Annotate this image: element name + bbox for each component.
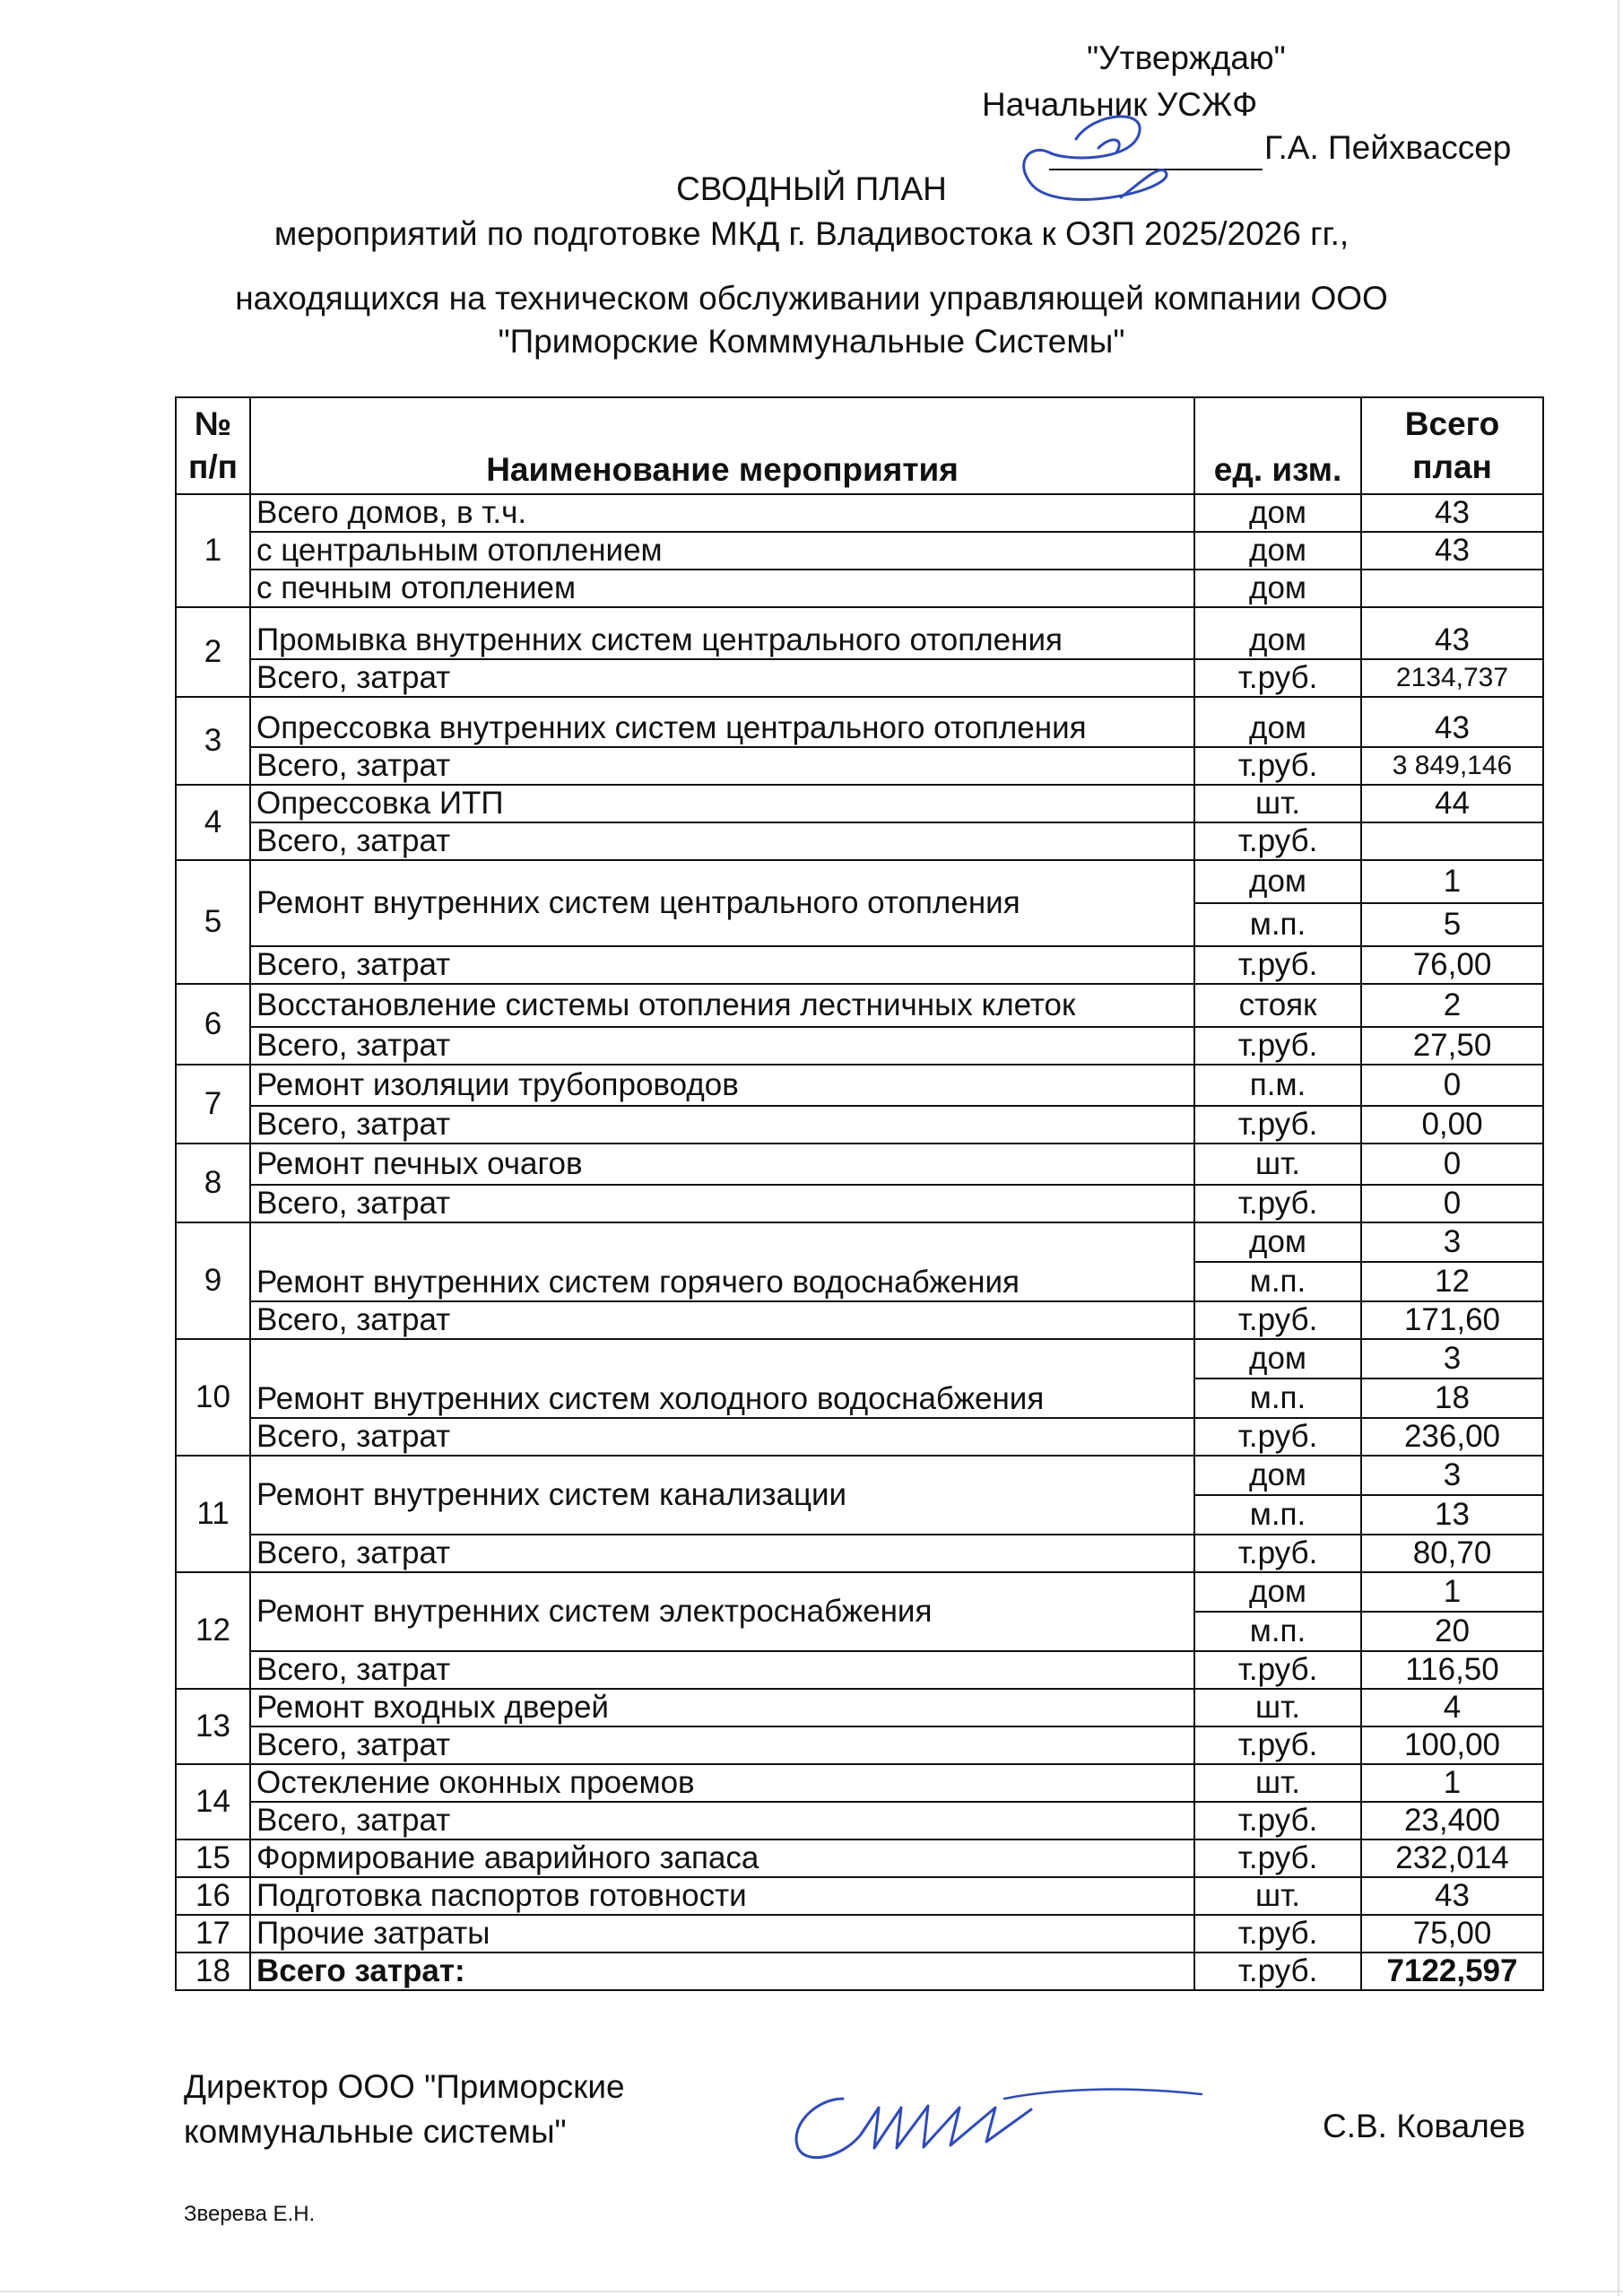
row-name: Формирование аварийного запаса — [250, 1839, 1194, 1877]
scan-edge-bottom — [0, 2291, 1623, 2292]
row-value: 2 — [1361, 984, 1543, 1027]
header-name: Наименование мероприятия — [250, 397, 1194, 494]
row-num: 13 — [176, 1689, 250, 1764]
header-value: Всего план — [1361, 397, 1543, 494]
row-name: Опрессовка ИТП — [250, 785, 1194, 822]
row-num: 3 — [176, 697, 250, 785]
row-name: Всего, затрат — [250, 1726, 1194, 1764]
row-unit: т.руб. — [1194, 1802, 1361, 1839]
table-row — [176, 1456, 1543, 1495]
table-row — [176, 1802, 1543, 1839]
row-unit: дом — [1194, 570, 1361, 607]
row-unit: дом — [1194, 1456, 1361, 1495]
row-value: 43 — [1361, 1877, 1543, 1915]
table-row — [176, 1915, 1543, 1952]
row-unit: дом — [1194, 532, 1361, 570]
row-name: Ремонт внутренних систем горячего водоснабжения — [250, 1222, 1194, 1301]
row-name: с центральным отоплением — [250, 532, 1194, 570]
row-value: 236,00 — [1361, 1418, 1543, 1456]
row-unit: шт. — [1194, 1764, 1361, 1802]
table-row — [176, 747, 1543, 785]
row-name: Ремонт внутренних систем центрального отопления — [250, 860, 1194, 946]
row-num: 7 — [176, 1065, 250, 1144]
table-row — [176, 697, 1543, 747]
row-value: 3 849,146 — [1361, 747, 1543, 785]
row-value: 43 — [1361, 607, 1543, 659]
row-unit: п.м. — [1194, 1065, 1361, 1106]
row-unit: дом — [1194, 1339, 1361, 1378]
row-name: Опрессовка внутренних систем центрального отопления — [250, 697, 1194, 747]
row-num: 16 — [176, 1877, 250, 1915]
row-value: 23,400 — [1361, 1802, 1543, 1839]
row-name: Всего затрат: — [250, 1952, 1194, 1990]
row-name: Ремонт изоляции трубопроводов — [250, 1065, 1194, 1106]
row-unit: шт. — [1194, 1144, 1361, 1185]
row-value: 80,70 — [1361, 1535, 1543, 1572]
row-name: Восстановление системы отопления лестничных клеток — [250, 984, 1194, 1027]
row-unit: дом — [1194, 1572, 1361, 1612]
director-title — [184, 2065, 625, 2154]
row-value: 18 — [1361, 1378, 1543, 1418]
row-unit: т.руб. — [1194, 659, 1361, 697]
row-unit: м.п. — [1194, 1378, 1361, 1418]
director-title-line-1: Директор ООО "Приморские — [184, 2068, 625, 2105]
row-name: Всего, затрат — [250, 1185, 1194, 1222]
row-unit: т.руб. — [1194, 1301, 1361, 1339]
row-value: 1 — [1361, 1764, 1543, 1802]
row-value — [1361, 570, 1543, 607]
row-name: Подготовка паспортов готовности — [250, 1877, 1194, 1915]
row-value: 44 — [1361, 785, 1543, 822]
row-value: 7122,597 — [1361, 1952, 1543, 1990]
row-unit: т.руб. — [1194, 1839, 1361, 1877]
row-name: Ремонт печных очагов — [250, 1144, 1194, 1185]
row-value: 1 — [1361, 860, 1543, 903]
row-name: Всего домов, в т.ч. — [250, 494, 1194, 532]
document-subtitle-3: "Приморские Комммунальные Системы" — [498, 323, 1125, 360]
row-num: 12 — [176, 1572, 250, 1689]
table-row — [176, 532, 1543, 570]
table-row — [176, 785, 1543, 822]
row-name: Прочие затраты — [250, 1915, 1194, 1952]
approval-position: Начальник УСЖФ — [982, 86, 1258, 123]
document-title: СВОДНЫЙ ПЛАН — [676, 170, 947, 207]
row-name: Всего, затрат — [250, 946, 1194, 984]
director-name: С.В. Ковалев — [1323, 2108, 1526, 2144]
scan-edge-right — [1618, 0, 1619, 2296]
row-num: 15 — [176, 1839, 250, 1877]
table-row — [176, 860, 1543, 903]
row-name: Промывка внутренних систем центрального отопления — [250, 607, 1194, 659]
row-unit: дом — [1194, 494, 1361, 532]
row-num: 8 — [176, 1144, 250, 1222]
row-value: 2134,737 — [1361, 659, 1543, 697]
row-name: Ремонт внутренних систем холодного водоснабжения — [250, 1339, 1194, 1418]
row-unit: шт. — [1194, 1689, 1361, 1726]
row-num: 4 — [176, 785, 250, 860]
row-unit: т.руб. — [1194, 1027, 1361, 1065]
row-value — [1361, 822, 1543, 860]
row-num: 1 — [176, 494, 250, 607]
row-value: 20 — [1361, 1612, 1543, 1651]
row-value: 232,014 — [1361, 1839, 1543, 1877]
table-row — [176, 1301, 1543, 1339]
table-row — [176, 1764, 1543, 1802]
table-row — [176, 1651, 1543, 1689]
row-value: 0,00 — [1361, 1106, 1543, 1144]
table-row — [176, 1689, 1543, 1726]
row-unit: т.руб. — [1194, 1418, 1361, 1456]
row-unit: дом — [1194, 697, 1361, 747]
row-num: 2 — [176, 607, 250, 697]
row-unit: м.п. — [1194, 1495, 1361, 1535]
row-unit: стояк — [1194, 984, 1361, 1027]
row-value: 3 — [1361, 1456, 1543, 1495]
table-row — [176, 607, 1543, 659]
row-value: 0 — [1361, 1144, 1543, 1185]
row-unit: т.руб. — [1194, 1651, 1361, 1689]
document-subtitle-1: мероприятий по подготовке МКД г. Владивостока к ОЗП 2025/2026 гг., — [273, 215, 1350, 252]
row-value: 43 — [1361, 494, 1543, 532]
row-num: 14 — [176, 1764, 250, 1839]
row-value: 1 — [1361, 1572, 1543, 1612]
header-num: № п/п — [176, 397, 250, 494]
row-name: Всего, затрат — [250, 822, 1194, 860]
row-name: Всего, затрат — [250, 1301, 1194, 1339]
row-num: 11 — [176, 1456, 250, 1572]
row-num: 9 — [176, 1222, 250, 1339]
table-row — [176, 1572, 1543, 1612]
row-name: Всего, затрат — [250, 1802, 1194, 1839]
table-row — [176, 570, 1543, 607]
row-value: 76,00 — [1361, 946, 1543, 984]
row-unit: т.руб. — [1194, 747, 1361, 785]
table-row — [176, 946, 1543, 984]
row-unit: м.п. — [1194, 1612, 1361, 1651]
table-row — [176, 1144, 1543, 1185]
approval-signatory-name: Г.А. Пейхвассер — [1264, 129, 1512, 166]
row-name: Всего, затрат — [250, 1106, 1194, 1144]
row-value: 3 — [1361, 1222, 1543, 1262]
table-row — [176, 494, 1543, 532]
row-unit: м.п. — [1194, 1262, 1361, 1301]
row-num: 5 — [176, 860, 250, 984]
row-name: Всего, затрат — [250, 659, 1194, 697]
row-unit: т.руб. — [1194, 1952, 1361, 1990]
row-value: 171,60 — [1361, 1301, 1543, 1339]
row-unit: дом — [1194, 860, 1361, 903]
table-row — [176, 1222, 1543, 1262]
row-unit: т.руб. — [1194, 1535, 1361, 1572]
director-title-line-2: коммунальные системы" — [184, 2113, 567, 2150]
row-name: Ремонт внутренних систем электроснабжения — [250, 1572, 1194, 1651]
approval-caption: "Утверждаю" — [1087, 39, 1286, 76]
table-row-total — [176, 1952, 1543, 1990]
row-value: 75,00 — [1361, 1915, 1543, 1952]
table-row — [176, 984, 1543, 1027]
row-unit: шт. — [1194, 785, 1361, 822]
row-unit: м.п. — [1194, 903, 1361, 946]
row-unit: т.руб. — [1194, 1726, 1361, 1764]
table-row — [176, 1065, 1543, 1106]
document-subtitle-2: находящихся на техническом обслуживании управляющей компании ООО — [235, 280, 1388, 317]
row-unit: шт. — [1194, 1877, 1361, 1915]
row-name: Всего, затрат — [250, 1418, 1194, 1456]
row-unit: дом — [1194, 1222, 1361, 1262]
table-row — [176, 1027, 1543, 1065]
table-row — [176, 1877, 1543, 1915]
row-value: 27,50 — [1361, 1027, 1543, 1065]
row-unit: т.руб. — [1194, 1185, 1361, 1222]
row-value: 5 — [1361, 903, 1543, 946]
row-num: 17 — [176, 1915, 250, 1952]
row-value: 12 — [1361, 1262, 1543, 1301]
row-unit: т.руб. — [1194, 1106, 1361, 1144]
table-row — [176, 1339, 1543, 1378]
table-row — [176, 1839, 1543, 1877]
table-row — [176, 1726, 1543, 1764]
row-num: 6 — [176, 984, 250, 1065]
header-unit: ед. изм. — [1194, 397, 1361, 494]
table-row — [176, 1106, 1543, 1144]
row-name: Всего, затрат — [250, 1651, 1194, 1689]
row-name: Остекление оконных проемов — [250, 1764, 1194, 1802]
row-name: Всего, затрат — [250, 1027, 1194, 1065]
row-num: 18 — [176, 1952, 250, 1990]
row-unit: т.руб. — [1194, 1915, 1361, 1952]
row-name: Ремонт входных дверей — [250, 1689, 1194, 1726]
row-name: Всего, затрат — [250, 1535, 1194, 1572]
table-row — [176, 1418, 1543, 1456]
row-value: 43 — [1361, 532, 1543, 570]
row-value: 13 — [1361, 1495, 1543, 1535]
row-unit: т.руб. — [1194, 822, 1361, 860]
measures-table — [175, 396, 1544, 1991]
row-value: 4 — [1361, 1689, 1543, 1726]
row-num: 10 — [176, 1339, 250, 1456]
row-name: Ремонт внутренних систем канализации — [250, 1456, 1194, 1535]
row-unit: дом — [1194, 607, 1361, 659]
row-value: 100,00 — [1361, 1726, 1543, 1764]
row-value: 3 — [1361, 1339, 1543, 1378]
director-signature-icon — [780, 2072, 1211, 2170]
table-row — [176, 822, 1543, 860]
row-unit: т.руб. — [1194, 946, 1361, 984]
row-value: 116,50 — [1361, 1651, 1543, 1689]
row-value: 43 — [1361, 697, 1543, 747]
row-value: 0 — [1361, 1185, 1543, 1222]
table-row — [176, 659, 1543, 697]
table-row — [176, 1185, 1543, 1222]
table-row — [176, 1535, 1543, 1572]
executor-name: Зверева Е.Н. — [184, 2202, 316, 2226]
row-value: 0 — [1361, 1065, 1543, 1106]
row-name: Всего, затрат — [250, 747, 1194, 785]
row-name: с печным отоплением — [250, 570, 1194, 607]
